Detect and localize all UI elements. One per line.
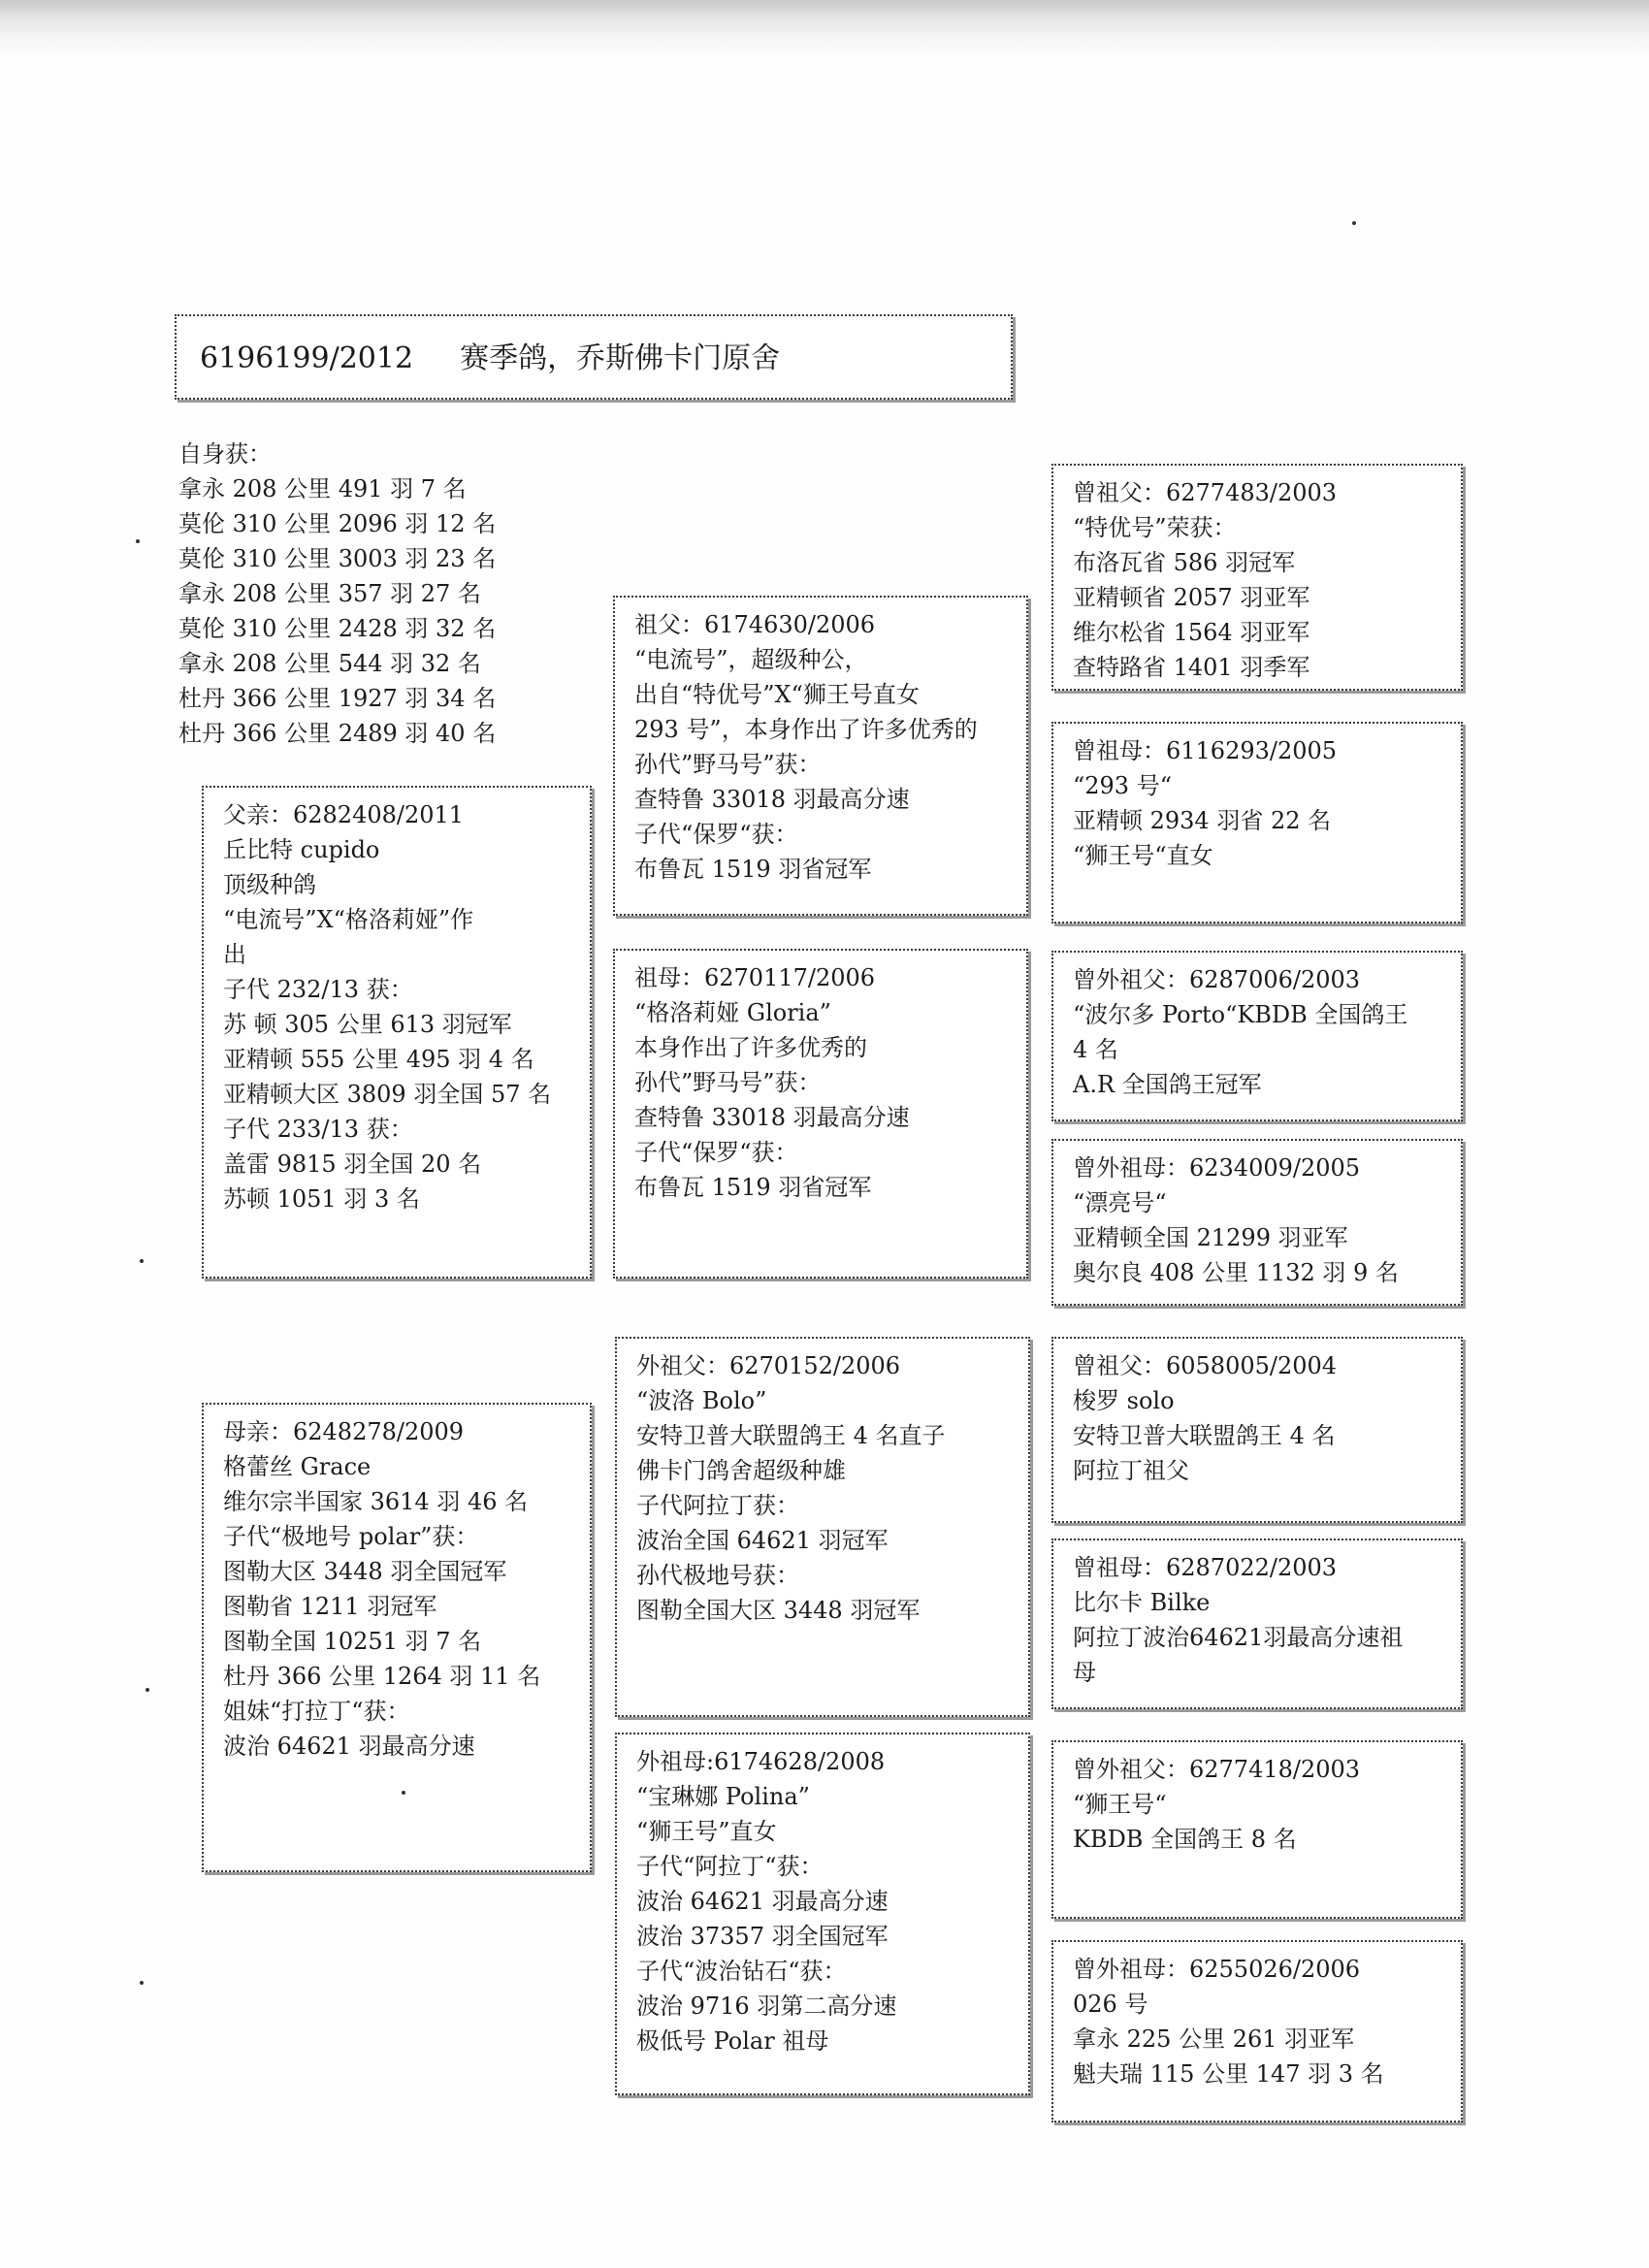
great-grandparent-line: 曾祖母：6116293/2005	[1073, 737, 1338, 764]
scan-speck	[402, 1791, 405, 1795]
grandparent-line: 查特鲁 33018 羽最高分速	[634, 1104, 910, 1131]
great-grandparent-line: 比尔卡 Bilke	[1073, 1589, 1211, 1616]
maternal-great-grandmother-box	[1051, 1139, 1463, 1306]
self-result-line: 拿永 208 公里 491 羽 7 名	[178, 475, 467, 502]
maternal-grandfather-box	[615, 1337, 1030, 1717]
scan-speck	[140, 1981, 144, 1985]
dam-line: 图勒省 1211 羽冠军	[223, 1593, 437, 1620]
great-grandparent-line: 曾祖母：6287022/2003	[1073, 1554, 1338, 1581]
great-grandparent-line: 曾外祖父：6287006/2003	[1073, 966, 1361, 993]
great-grandparent-line: “漂亮号“	[1073, 1189, 1167, 1216]
self-result-line: 莫伦 310 公里 2096 羽 12 名	[178, 510, 497, 537]
grandparent-line: 子代“阿拉丁“获：	[636, 1853, 824, 1880]
sire-line: 顶级种鸽	[223, 871, 316, 898]
dam-line: 维尔宗半国家 3614 羽 46 名	[223, 1488, 529, 1515]
great-grandparent-line: 阿拉丁波治64621羽最高分速祖	[1073, 1624, 1404, 1651]
great-grandparent-line: 曾外祖母：6255026/2006	[1073, 1956, 1361, 1983]
scan-speck	[140, 1259, 144, 1263]
grandparent-line: “电流号”，超级种公，	[634, 646, 868, 673]
grandparent-line: 波治 9716 羽第二高分速	[636, 1993, 897, 2020]
grandparent-line: 子代“保罗“获：	[634, 1139, 798, 1166]
grandparent-line: 波治 37357 羽全国冠军	[636, 1923, 889, 1950]
grandparent-line: 外祖母:6174628/2008	[636, 1748, 886, 1775]
grandparent-line: 本身作出了许多优秀的	[634, 1034, 867, 1061]
self-results-label: 自身获：	[178, 440, 272, 468]
sire-line: 亚精顿大区 3809 羽全国 57 名	[223, 1081, 552, 1108]
scan-speck	[1352, 221, 1356, 225]
great-grandmother-box	[1051, 722, 1463, 923]
great-grandfather-box	[1051, 464, 1463, 691]
dam-line: 图勒全国 10251 羽 7 名	[223, 1628, 482, 1655]
dam-line: 子代“极地号 polar”获：	[223, 1523, 479, 1550]
self-result-line: 杜丹 366 公里 2489 羽 40 名	[178, 720, 497, 747]
great-grandparent-line: “293 号“	[1073, 772, 1172, 799]
great-grandparent-line: “狮王号“直女	[1073, 842, 1213, 869]
grandparent-line: 祖父：6174630/2006	[634, 611, 876, 638]
sire-line: 子代 233/13 获：	[223, 1116, 413, 1143]
grandparent-line: 布鲁瓦 1519 羽省冠军	[634, 856, 872, 883]
grandparent-line: 佛卡门鸽舍超级种雄	[636, 1457, 846, 1484]
grandparent-line: 子代“保罗“获：	[634, 821, 798, 848]
pedigree-header	[175, 314, 1013, 400]
great-grandparent-line: 亚精顿省 2057 羽亚军	[1073, 584, 1310, 611]
grandparent-line: 波治 64621 羽最高分速	[636, 1888, 889, 1915]
dam-line: 姐妹“打拉丁“获：	[223, 1698, 410, 1725]
great-grandparent-line: 布洛瓦省 586 羽冠军	[1073, 549, 1296, 576]
self-result-line: 莫伦 310 公里 2428 羽 32 名	[178, 615, 497, 642]
grandparent-line: 孙代极地号获：	[636, 1562, 799, 1589]
great-grandparent-line: 维尔松省 1564 羽亚军	[1073, 619, 1310, 646]
sire-line: 苏 顿 305 公里 613 羽冠军	[223, 1011, 512, 1038]
great-grandmother-box-2	[1051, 1539, 1463, 1709]
grandparent-line: 安特卫普大联盟鸽王 4 名直子	[636, 1422, 946, 1449]
great-grandparent-line: “波尔多 Porto“KBDB 全国鸽王	[1073, 1001, 1408, 1028]
sire-line: 子代 232/13 获：	[223, 976, 413, 1003]
grandparent-line: “宝琳娜 Polina”	[636, 1783, 810, 1810]
great-grandparent-line: 亚精顿 2934 羽省 22 名	[1073, 807, 1332, 834]
self-result-line: 拿永 208 公里 544 羽 32 名	[178, 650, 481, 677]
dam-line: 母亲：6248278/2009	[223, 1418, 465, 1445]
grandparent-line: 祖母：6270117/2006	[634, 964, 876, 991]
dam-line: 格蕾丝 Grace	[223, 1453, 372, 1480]
great-grandparent-line: 曾祖父：6277483/2003	[1073, 479, 1338, 506]
great-grandparent-line: KBDB 全国鸽王 8 名	[1073, 1826, 1297, 1853]
great-grandparent-line: “特优号”荣获：	[1073, 514, 1237, 541]
grandparent-line: 出自“特优号”X“狮王号直女	[634, 681, 920, 708]
self-result-line: 杜丹 366 公里 1927 羽 34 名	[178, 685, 497, 712]
grandparent-line: 查特鲁 33018 羽最高分速	[634, 786, 910, 813]
grandparent-line: 子代阿拉丁获：	[636, 1492, 799, 1519]
self-results	[178, 437, 547, 751]
maternal-great-grandmother-box-2	[1051, 1940, 1463, 2122]
sire-line: “电流号”X“格洛莉娅”作	[223, 906, 474, 933]
great-grandfather-box-2	[1051, 1337, 1463, 1523]
self-result-line: 莫伦 310 公里 3003 羽 23 名	[178, 545, 497, 572]
scan-edge-shadow	[0, 0, 1649, 58]
grandparent-line: “波洛 Bolo”	[636, 1387, 767, 1414]
sire-line: 父亲：6282408/2011	[223, 801, 465, 828]
scan-speck	[136, 539, 140, 543]
great-grandparent-line: 亚精顿全国 21299 羽亚军	[1073, 1224, 1348, 1251]
grandparent-line: 孙代”野马号”获：	[634, 751, 822, 778]
ring-number: 6196199/2012	[200, 341, 414, 375]
sire-line: 丘比特 cupido	[223, 836, 380, 863]
maternal-great-grandfather-box-2	[1051, 1740, 1463, 1919]
sire-line: 苏顿 1051 羽 3 名	[223, 1185, 420, 1213]
dam-box	[202, 1403, 592, 1872]
paternal-grandmother-box	[613, 949, 1028, 1279]
grandparent-line: “狮王号”直女	[636, 1818, 777, 1845]
great-grandparent-line: “狮王号“	[1073, 1791, 1167, 1818]
sire-box	[202, 786, 592, 1279]
great-grandparent-line: 奥尔良 408 公里 1132 羽 9 名	[1073, 1259, 1399, 1286]
maternal-great-grandfather-box	[1051, 951, 1463, 1121]
dam-line: 波治 64621 羽最高分速	[223, 1733, 475, 1760]
sire-line: 亚精顿 555 公里 495 羽 4 名	[223, 1046, 534, 1073]
great-grandparent-line: 梭罗 solo	[1073, 1387, 1175, 1414]
scan-speck	[146, 1688, 149, 1692]
sire-line: 盖雷 9815 羽全国 20 名	[223, 1150, 482, 1178]
great-grandparent-line: A.R 全国鸽王冠军	[1073, 1071, 1262, 1098]
grandparent-line: 图勒全国大区 3448 羽冠军	[636, 1597, 921, 1624]
grandparent-line: 波治全国 64621 羽冠军	[636, 1527, 889, 1554]
paternal-grandfather-box	[613, 596, 1028, 916]
great-grandparent-line: 曾外祖父：6277418/2003	[1073, 1756, 1361, 1783]
self-result-line: 拿永 208 公里 357 羽 27 名	[178, 580, 481, 607]
grandparent-line: 子代“波治钻石“获：	[636, 1958, 847, 1985]
great-grandparent-line: 026 号	[1073, 1991, 1148, 2018]
great-grandparent-line: 阿拉丁祖父	[1073, 1457, 1189, 1484]
pedigree-title: 赛季鸽，乔斯佛卡门原舍	[460, 341, 781, 375]
great-grandparent-line: 4 名	[1073, 1036, 1118, 1063]
grandparent-line: 极低号 Polar 祖母	[636, 2027, 829, 2055]
great-grandparent-line: 安特卫普大联盟鸽王 4 名	[1073, 1422, 1336, 1449]
dam-line: 图勒大区 3448 羽全国冠军	[223, 1558, 507, 1585]
great-grandparent-line: 曾祖父：6058005/2004	[1073, 1352, 1338, 1379]
great-grandparent-line: 查特路省 1401 羽季军	[1073, 654, 1310, 681]
grandparent-line: 布鲁瓦 1519 羽省冠军	[634, 1174, 872, 1201]
great-grandparent-line: 魁夫瑞 115 公里 147 羽 3 名	[1073, 2060, 1384, 2088]
maternal-grandmother-box	[615, 1733, 1030, 2095]
great-grandparent-line: 曾外祖母：6234009/2005	[1073, 1154, 1361, 1182]
great-grandparent-line: 母	[1073, 1659, 1096, 1686]
sire-line: 出	[223, 941, 246, 968]
grandparent-line: 293 号”，本身作出了许多优秀的	[634, 716, 978, 743]
dam-line: 杜丹 366 公里 1264 羽 11 名	[223, 1663, 541, 1690]
great-grandparent-line: 拿永 225 公里 261 羽亚军	[1073, 2025, 1355, 2053]
grandparent-line: 孙代”野马号”获：	[634, 1069, 822, 1096]
grandparent-line: “格洛莉娅 Gloria”	[634, 999, 831, 1026]
grandparent-line: 外祖父：6270152/2006	[636, 1352, 901, 1379]
